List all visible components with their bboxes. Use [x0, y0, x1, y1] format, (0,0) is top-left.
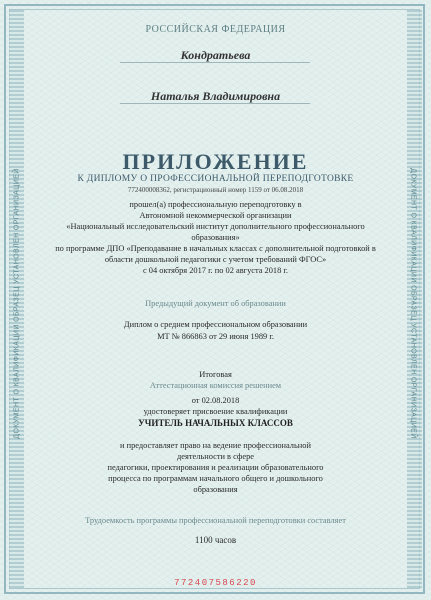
left-side-microtext: ДОКУМЕНТ О КВАЛИФИКАЦИИ ОБРАЗЕЦ УСТАНОВЛЕН ОРГАНИЗАЦИЕЙ	[13, 168, 21, 439]
qualification-title: УЧИТЕЛЬ НАЧАЛЬНЫХ КЛАССОВ	[138, 418, 293, 428]
workload-label: Трудоемкость программы профессиональной переподготовки составляет	[85, 516, 346, 525]
federation-heading: РОССИЙСКАЯ ФЕДЕРАЦИЯ	[145, 24, 286, 35]
commission-line: Аттестационная комиссия решением	[149, 381, 282, 390]
right-side-microtext: ДОКУМЕНТ О КВАЛИФИКАЦИИ ОБРАЗЕЦ УСТАНОВЛЕН ОРГАНИЗАЦИЕЙ	[409, 168, 417, 439]
document-subtitle: К ДИПЛОМУ О ПРОФЕССИОНАЛЬНОЙ ПЕРЕПОДГОТОВКЕ	[77, 174, 354, 184]
program-line: области дошкольной педагогики с учетом требований ФГОС»	[104, 255, 327, 264]
workload-hours: 1100 часов	[194, 535, 237, 545]
previous-document-line: Диплом о среднем профессиональном образовании	[123, 320, 308, 329]
commission-date: от 02.08.2018	[191, 396, 240, 405]
holder-given-names: Наталья Владимировна	[150, 89, 281, 103]
program-line: Автономной некоммерческой организации	[139, 211, 292, 220]
previous-document-label: Предыдущий документ об образовании	[145, 299, 286, 308]
rights-line: образования	[193, 485, 238, 494]
program-line: прошел(а) профессиональную переподготовку в	[129, 200, 302, 209]
serial-number: 772407586220	[174, 578, 257, 588]
holder-surname: Кондратьева	[180, 48, 251, 62]
rights-line: процесса по программам начального общего и дошкольного	[108, 474, 323, 483]
rights-line: деятельности в сфере	[177, 452, 254, 461]
program-line: «Национальный исследовательский институт дополнительного профессионального	[66, 222, 365, 231]
commission-line: Итоговая	[199, 370, 232, 379]
registration-number: 772400008362, регистрационный номер 1159 от 06.08.2018	[127, 186, 304, 194]
rights-line: педагогики, проектирования и реализации образовательного	[107, 463, 324, 472]
commission-line: удостоверяет присвоение квалификации	[143, 407, 288, 416]
rights-line: и предоставляет право на ведение профессиональной	[120, 441, 311, 450]
document-title: ПРИЛОЖЕНИЕ	[122, 149, 309, 174]
program-dates: с 04 октября 2017 г. по 02 августа 2018 г.	[143, 266, 288, 275]
program-line: по программе ДПО «Преподавание в начальных классах с дополнительной подготовкой в	[55, 244, 376, 253]
program-line: образования»	[191, 233, 240, 242]
previous-document-line: МТ № 866863 от 29 июня 1989 г.	[157, 332, 274, 341]
